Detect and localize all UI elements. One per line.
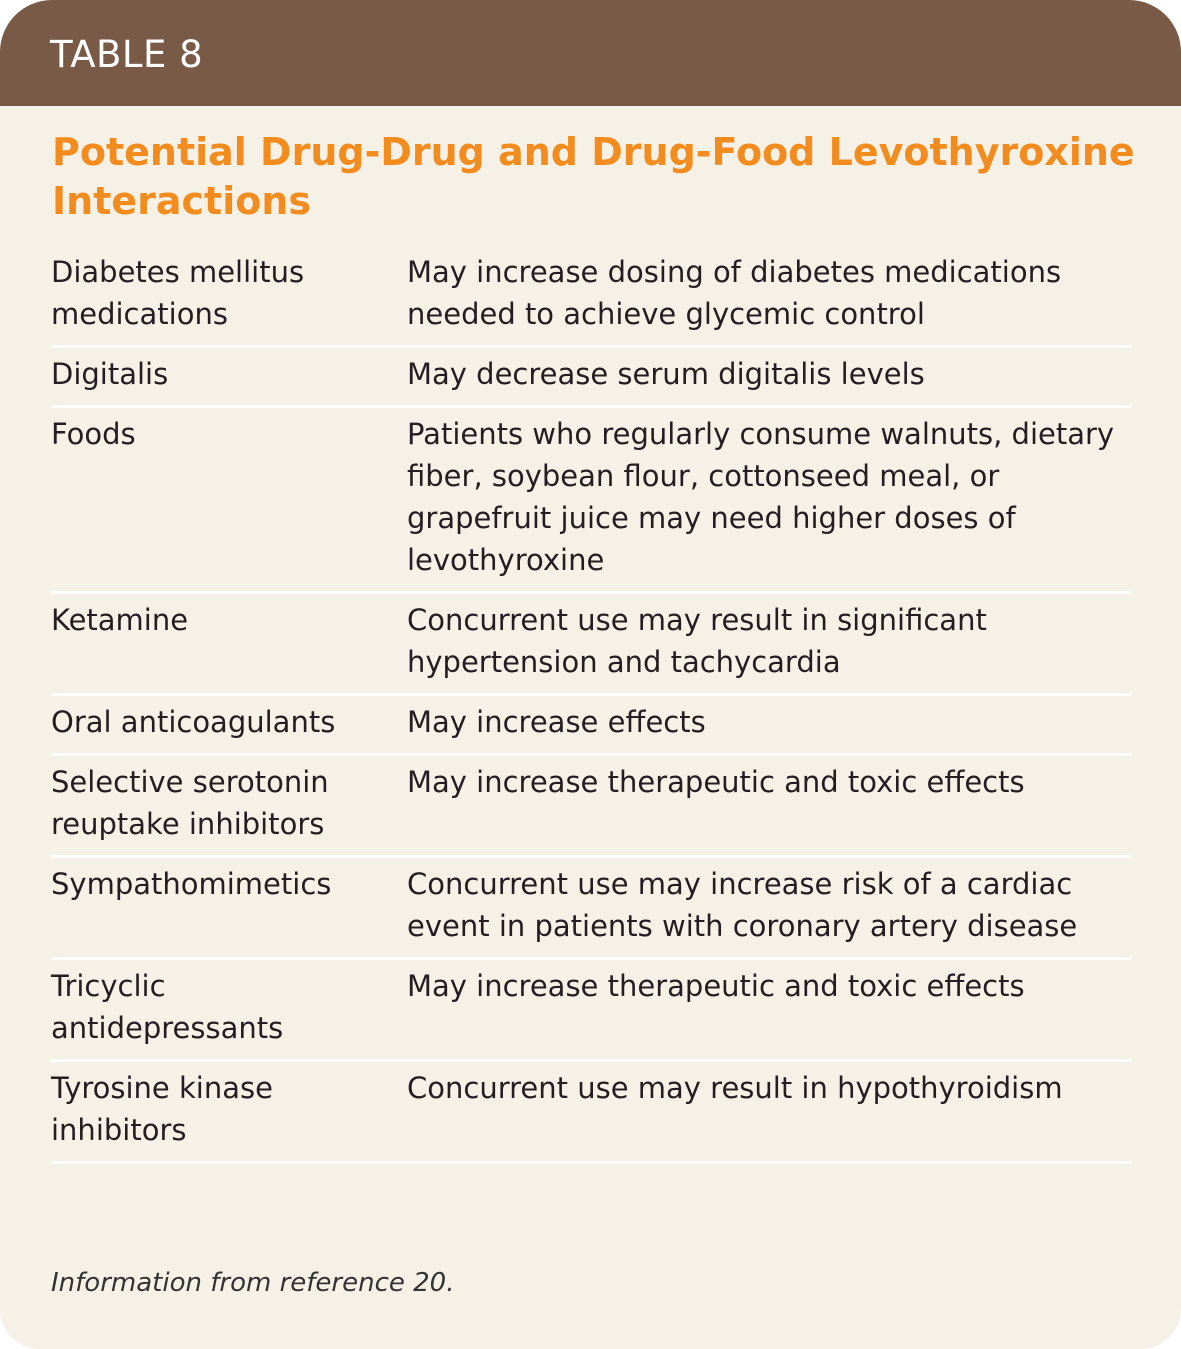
source-footnote: Information from reference 20. (51, 1268, 455, 1298)
agent-cell: Oral anticoagulants (51, 705, 336, 739)
effect-cell: May increase effects (407, 705, 706, 739)
effect-cell: Patients who regularly consume walnuts, dietary fiber, soybean flour, cottonseed meal, or grapefruit juice may need higher doses of levothyroxine (407, 417, 1115, 577)
table-title: Potential Drug-Drug and Drug-Food Levothyroxine Interactions (52, 130, 1135, 223)
agent-cell: Ketamine (51, 603, 189, 637)
table-number: TABLE 8 (50, 32, 204, 76)
table-row (51, 408, 1131, 594)
effect-cell: Concurrent use may result in significant hypertension and tachycardia (407, 603, 987, 679)
effect-cell: May increase therapeutic and toxic effects (407, 765, 1025, 799)
table-row (51, 858, 1131, 960)
agent-cell: Foods (51, 417, 136, 451)
agent-cell: Digitalis (51, 357, 169, 391)
agent-cell: Diabetes mellitus medications (51, 255, 305, 331)
table-row (51, 696, 1131, 756)
agent-cell: Sympathomimetics (51, 867, 332, 901)
table-row (51, 1062, 1131, 1164)
effect-cell: May decrease serum digitalis levels (407, 357, 925, 391)
table-row (51, 960, 1131, 1062)
table-row (51, 756, 1131, 858)
agent-cell: Selective serotonin reuptake inhibitors (51, 765, 329, 841)
table-row (51, 594, 1131, 696)
interactions-table (51, 246, 1131, 1164)
effect-cell: May increase dosing of diabetes medications needed to achieve glycemic control (407, 255, 1062, 331)
table-header-bar (0, 0, 1181, 106)
agent-cell: Tyrosine kinase inhibitors (51, 1071, 273, 1147)
effect-cell: Concurrent use may result in hypothyroidism (407, 1071, 1063, 1105)
agent-cell: Tricyclic antidepressants (51, 969, 284, 1045)
table-row (51, 348, 1131, 408)
effect-cell: Concurrent use may increase risk of a cardiac event in patients with coronary artery disease (407, 867, 1078, 943)
effect-cell: May increase therapeutic and toxic effects (407, 969, 1025, 1003)
table-row (51, 246, 1131, 348)
